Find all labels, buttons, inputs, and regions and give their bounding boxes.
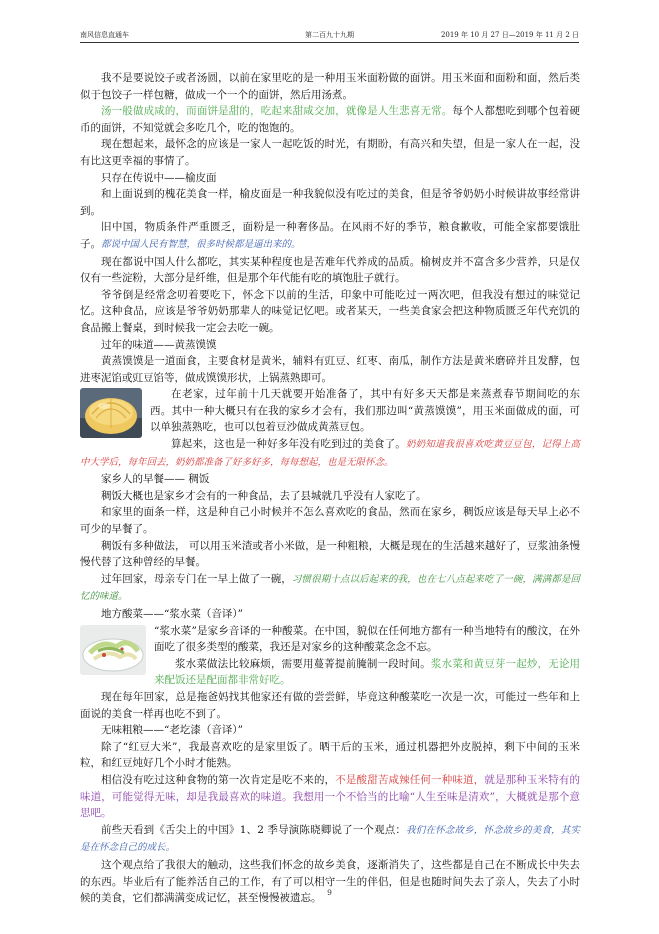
body-text: 前些天看到《舌尖上的中国》1、2 季导演陈晓卿说了一个观点： — [101, 823, 407, 836]
paragraph: 除了“红豆大米”，我最喜欢吃的是家里饭了。晒干后的玉米，通过机器把外皮脱掉，剩下中间的玉米粒，和红豆炖好几个小时才能熟。 — [80, 740, 580, 770]
highlight-text: 汤一般做成咸的，而面饼是甜的，吃起来甜咸交加，就像是人生悲喜无常。 — [101, 105, 453, 118]
paragraph — [80, 822, 580, 857]
body-text: 浆水菜做法比较麻烦，需要用蔓菁提前腌制一段时间。 — [175, 657, 431, 670]
highlight-text: 浆水菜和黄豆芽一起炒，无论用来配饭还是配面都非常好吃。 — [154, 657, 580, 687]
paragraph — [80, 103, 580, 136]
pickled-vegetable-photo — [80, 625, 146, 675]
paragraph: 现在每年回家，总是拖爸妈找其他家还有做的尝尝鲜，毕竟这种酸菜吃一次是一次，可能过一些年和上面说的美食一样再也吃不到了。 — [80, 690, 580, 720]
steamed-bun-photo — [80, 388, 142, 438]
paragraph — [80, 219, 580, 253]
handwritten-note: 习惯很期十点以后起来的我，也在七八点起来吃了一碗，满满都是回忆的味道。 — [80, 573, 580, 603]
paragraph: 在老家，过年前十几天就要开始准备了，其中有好多天天都是来蒸煮春节期间吃的东西。其中一种大概只有在我的家乡才会有，我们那边叫“黄蒸馍馍”，用玉米面做成的面，可以单独蒸熟吃，也可以包着豆沙做成黄蒸豆包。 — [150, 388, 580, 434]
body-text: 算起来，这也是一种好多年没有吃到过的美食了。 — [171, 438, 406, 451]
article-body — [80, 70, 580, 907]
page-header — [80, 28, 579, 43]
handwritten-note: 奶奶知道我很喜欢吃黄豆豆包，记得上高中大学后，每年回去，奶奶都准备了好多好多，每每想起，也是无限怀念。 — [80, 439, 580, 468]
paragraph: 这个观点给了我很大的触动，这些我们怀念的故乡美食，逐渐消失了，这些都是自己在不断成长中失去的东西。毕业后有了能养活自己的工作，有了可以相守一生的伴侣，但是也随时间失去了亲人，失去了小时候的美食，它们都满满变成记忆，甚至慢慢被遗忘。 — [80, 858, 580, 905]
paragraph — [80, 436, 580, 471]
section-heading: 地方酸菜——“浆水菜（音译）” — [101, 608, 243, 620]
paragraph: 爷爷倒是经常念叨着要吃下，怀念下以前的生活，印象中可能吃过一两次吧，但我没有想过的味觉记忆。这种食品，应该是爷爷奶奶那辈人的味觉记忆吧。或者某天，一些美食家会把这种物质匮乏年代充饥的食品搬上餐桌，到时候我一定会去吃一碗。 — [80, 288, 580, 334]
paragraph: “浆水菜”是家乡音译的一种酸菜。在中国，貌似在任何地方都有一种当地特有的酸汶，在外面吃了很多类型的酸菜，我还是对家乡的这种酸菜念念不忘。 — [154, 624, 580, 654]
paragraph: 稠饭大概也是家乡才会有的一种食品，去了县城就几乎没有人家吃了。 — [101, 489, 427, 502]
paragraph — [80, 772, 580, 822]
paragraph — [80, 656, 580, 689]
section-heading: 过年的味道——黄蒸馍馍 — [101, 338, 217, 351]
paragraph: 我不是要说饺子或者汤圆，以前在家里吃的是一种用玉米面粉做的面饼。用玉米面和面粉和面，然后类似于包饺子一样包糖，做成一个一个的面饼，然后用汤煮。 — [80, 72, 580, 101]
paragraph: 现在都说中国人什么都吃，其实某种程度也是苦难年代养成的品质。榆树皮并不富含多少营养，只是仅仅有一些淀粉，大部分是纤维，但是那个年代能有吃的填饱肚子就行。 — [80, 255, 580, 285]
paragraph: 和上面说到的槐花美食一样，榆皮面是一种我貌似没有吃过的美食，但是爷爷奶奶小时候讲故事经常讲到。 — [80, 188, 580, 217]
handwritten-note: 我们在怀念故乡，怀念故乡的美食，其实是在怀念自己的成长。 — [80, 824, 580, 854]
page-number: 9 — [327, 888, 332, 897]
section-heading: 家乡人的早餐—— 稠饭 — [101, 473, 210, 486]
paragraph: 稠饭有多种做法， 可以用玉米渣或者小米做，是一种粗粮，大概是现在的生活越来越好了，豆浆油条慢慢代替了这种曾经的早餐。 — [80, 539, 580, 569]
handwritten-note: 都说中国人民有智慧，很多时候都是逼出来的。 — [101, 238, 301, 250]
section-heading: 无味粗粮——“老圪漆（音译）” — [101, 724, 243, 737]
header-issue: 第二百九十九期 — [305, 31, 354, 39]
paragraph — [80, 571, 580, 606]
body-text: 相信没有吃过这种食物的第一次肯定是吃不来的， — [101, 773, 336, 786]
highlight-text: 就是那种玉米特有的味道，可能觉得无味，却是我最喜欢的味道。我想用一个不恰当的比喻“人生至味是清欢”，大概就是那个意思吧。 — [80, 773, 581, 820]
header-date-range: 2019 年 10 月 27 日—2019 年 11 月 2 日 — [440, 31, 579, 39]
body-text: 过年回家，母亲专门在一早上做了一碗， — [101, 572, 292, 585]
body-text: 每个人都想吃到哪个包着硬币的面饼，不知觉就会多吃几个，吃的饱饱的。 — [80, 105, 580, 134]
body-text: 旧中国，物质条件严重匮乏，面粉是一种奢侈品。在风雨不好的季节，粮食歉收，可能全家都要饿肚子。 — [80, 221, 580, 250]
paragraph: 黄蒸馍馍是一道面食，主要食材是黄米，辅料有豇豆、红枣、南瓜，制作方法是黄米磨碎并且发酵，包进枣泥馅或豇豆馅等，做成馍馍形状，上锅蒸熟即可。 — [80, 355, 580, 384]
header-publication: 南风信息直通车 — [80, 31, 129, 39]
highlight-text: 不是酸甜苦咸辣任何一种味道， — [335, 773, 485, 786]
paragraph: 现在想起来，最怀念的应该是一家人一起吃饭的时光，有期盼，有高兴和失望，但是一家人在一起，没有比这更幸福的事情了。 — [80, 138, 580, 167]
paragraph: 和家里的面条一样，这是种自己小时候并不怎么喜欢吃的食品，然而在家乡，稠饭应该是每天早上必不可少的早餐了。 — [80, 506, 580, 536]
section-heading: 只存在传说中——榆皮面 — [101, 171, 217, 184]
